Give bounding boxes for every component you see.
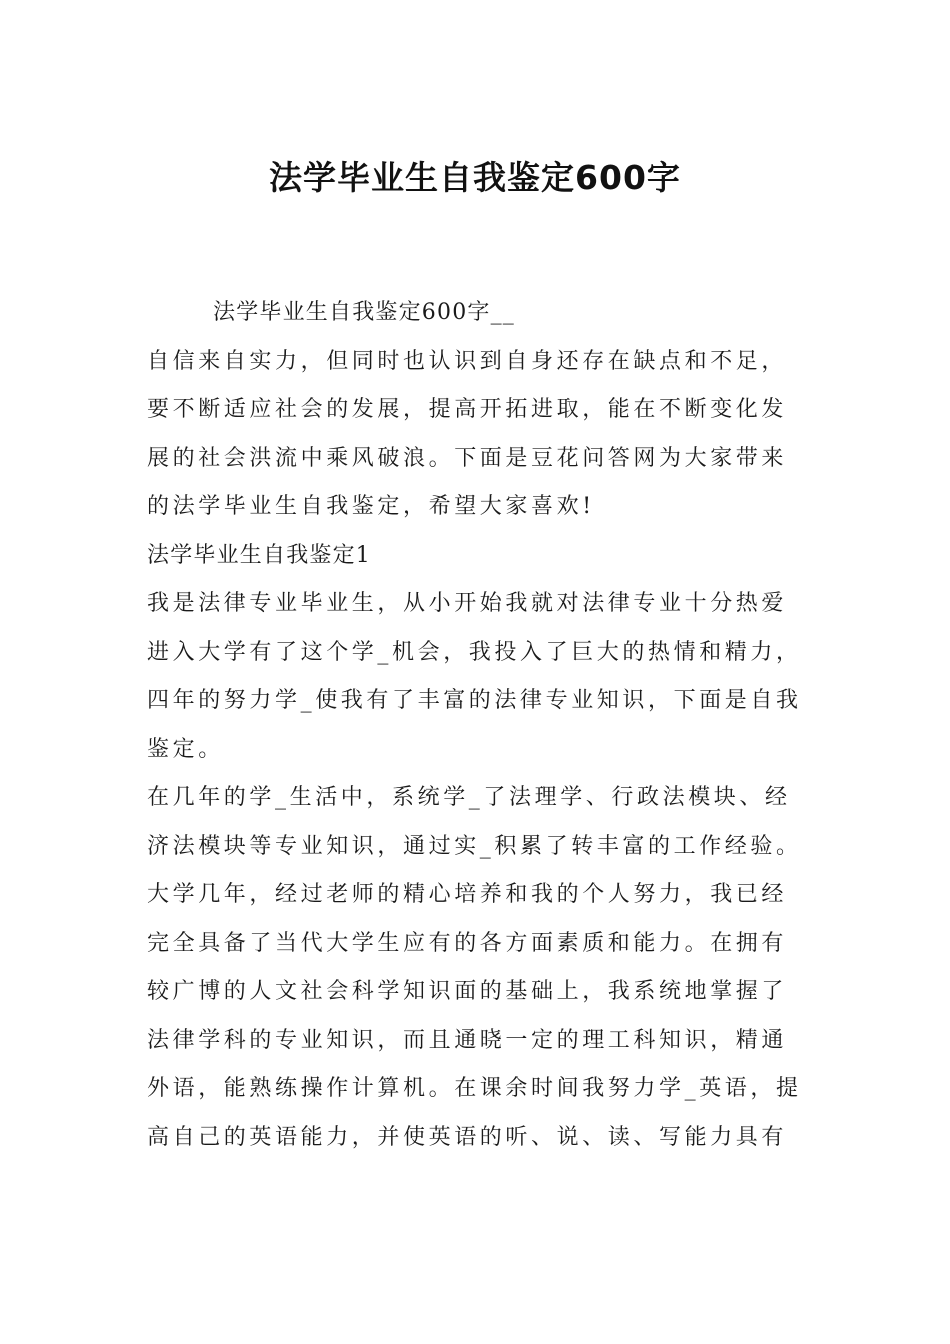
- section-heading: 法学毕业生自我鉴定1: [147, 542, 371, 568]
- paragraph-line: 大学几年，经过老师的精心培养和我的个人努力，我已经: [147, 882, 788, 907]
- paragraph-line: 济法模块等专业知识，通过实_积累了转丰富的工作经验。: [147, 833, 802, 859]
- paragraph-line: 要不断适应社会的发展，提高开拓进取，能在不断变化发: [147, 397, 788, 422]
- paragraph-line: 展的社会洪流中乘风破浪。下面是豆花问答网为大家带来: [147, 445, 788, 471]
- paragraph-line: 完全具备了当代大学生应有的各方面素质和能力。在拥有: [147, 930, 788, 956]
- paragraph-line: 鉴定。: [147, 736, 224, 762]
- paragraph-line: 外语，能熟练操作计算机。在课余时间我努力学_英语，提: [147, 1076, 802, 1101]
- paragraph-line: 的法学毕业生自我鉴定，希望大家喜欢!: [147, 494, 595, 519]
- paragraph-line: 自信来自实力，但同时也认识到自身还存在缺点和不足，: [147, 348, 788, 374]
- intro-subtitle-line: 法学毕业生自我鉴定600字__: [213, 300, 515, 325]
- document-body: [147, 289, 807, 1162]
- paragraph-line: 较广博的人文社会科学知识面的基础上，我系统地掌握了: [147, 979, 788, 1004]
- paragraph-line: 我是法律专业毕业生，从小开始我就对法律专业十分热爱: [147, 591, 788, 616]
- paragraph-line: 四年的努力学_使我有了丰富的法律专业知识，下面是自我: [147, 688, 802, 713]
- document-title: 法学毕业生自我鉴定600字: [269, 158, 681, 197]
- paragraph-line: 进入大学有了这个学_机会，我投入了巨大的热情和精力，: [147, 639, 802, 665]
- paragraph-line: 法律学科的专业知识，而且通晓一定的理工科知识，精通: [147, 1027, 788, 1053]
- paragraph-line: 在几年的学_生活中，系统学_了法理学、行政法模块、经: [147, 785, 791, 810]
- paragraph-line: 高自己的英语能力，并使英语的听、说、读、写能力具有: [147, 1124, 788, 1150]
